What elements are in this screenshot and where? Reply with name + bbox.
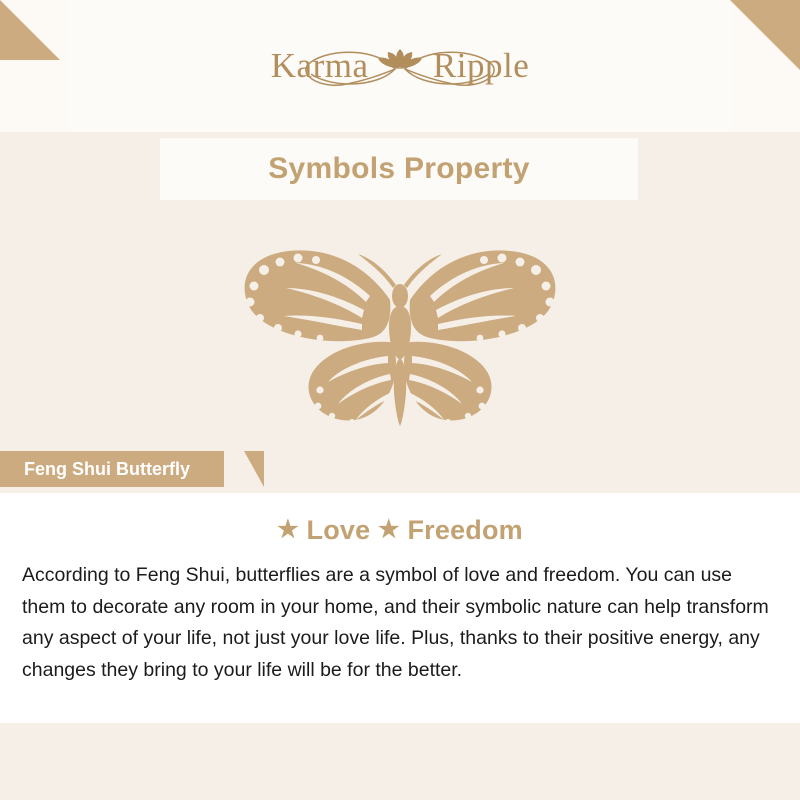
butterfly-icon (220, 230, 580, 460)
content-subtitle (0, 493, 800, 546)
brand-logo (0, 46, 800, 86)
illustration-stage (0, 200, 800, 490)
title-band (160, 138, 638, 200)
ribbon-label (0, 451, 224, 487)
subtitle-freedom: Freedom (407, 515, 523, 545)
page-title: Symbols Property (268, 152, 530, 185)
bottom-strip (0, 723, 800, 800)
content-panel (0, 493, 800, 723)
ribbon-label-text: Feng Shui Butterfly (24, 458, 190, 479)
star-icon-left: ★ (277, 516, 299, 543)
star-icon-mid: ★ (378, 516, 400, 543)
brand-name-right: Ripple (432, 46, 530, 85)
brand-name-left: Karma (270, 46, 369, 85)
content-paragraph: According to Feng Shui, butterflies are a symbol of love and freedom. You can use them to decorate any room in your home, and their symbolic nature can help transform any aspect of your life, not just your love life. Plus, thanks to their positive energy, any changes they bring to your life will be for the better. (22, 564, 769, 681)
ribbon-tail (244, 451, 264, 487)
subtitle-love: Love (306, 515, 371, 545)
